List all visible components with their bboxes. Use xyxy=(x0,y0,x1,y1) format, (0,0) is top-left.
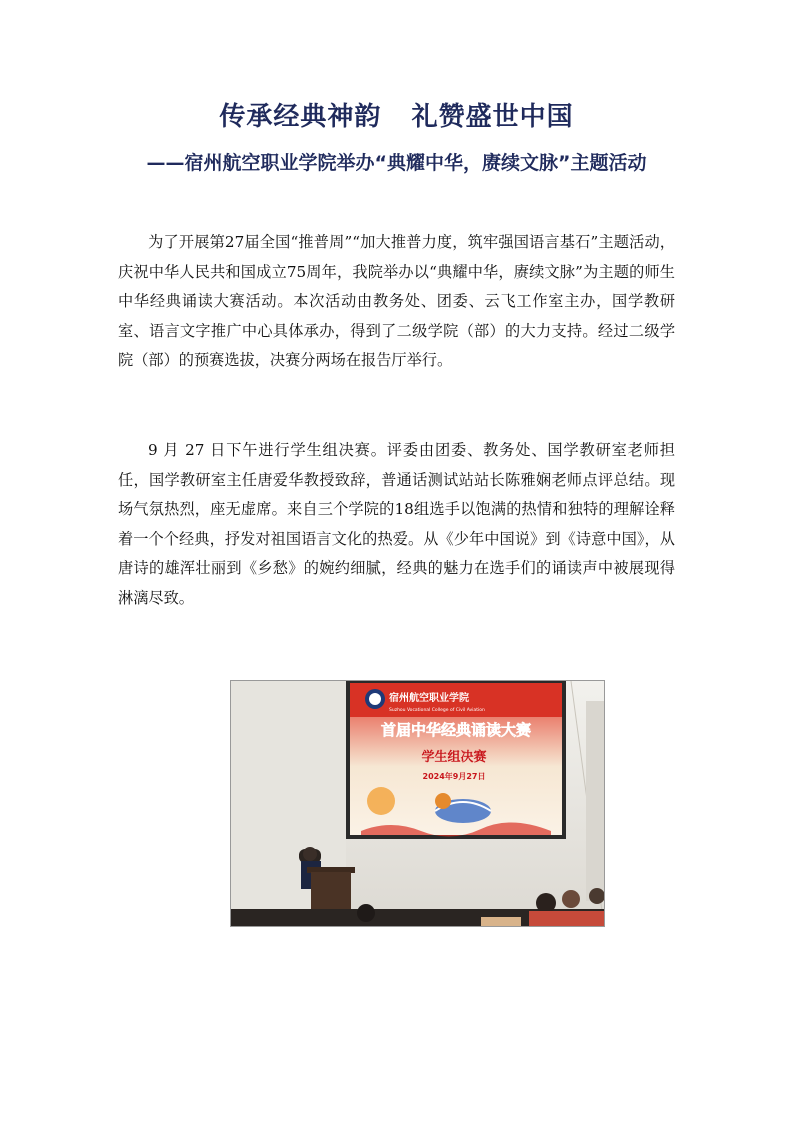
paragraph-2-text: 9 月 27 日下午进行学生组决赛。评委由团委、教务处、国学教研室老师担任，国学教研室主任唐爱华教授致辞，普通话测试站站长陈雅娴老师点评总结。现场气氛热烈，座无虚席。来自三个学院的18组选手以饱满的热情和独特的理解诠释着一个个经典，抒发对祖国语言文化的热爱。从《少年中国说》到《诗意中国》，从唐诗的雄浑壮丽到《乡愁》的婉约细腻，经典的魅力在选手们的诵读声中被展现得淋漓尽致。 xyxy=(118,441,675,607)
audience-seats xyxy=(529,911,604,926)
audience-head xyxy=(562,890,580,908)
paragraph-1-text: 为了开展第27届全国“推普周”“加大推普力度，筑牢强国语言基石”主题活动，庆祝中华人民共和国成立75周年，我院举办以“典耀中华，赓续文脉”为主题的师生中华经典诵读大赛活动。本次活动由教务处、团委、云飞工作室主办，国学教研室、语言文字推广中心具体承办，得到了二级学院（部）的大力支持。经过二级学院（部）的预赛选拔，决赛分两场在报告厅举行。 xyxy=(118,233,675,369)
paragraph-1 xyxy=(118,228,675,376)
event-title: 首届中华经典诵读大赛 xyxy=(380,721,532,739)
event-date: 2024年9月27日 xyxy=(422,772,486,781)
paragraph-2 xyxy=(118,436,675,613)
decorative-emblem-icon xyxy=(435,793,451,809)
decorative-sun-icon xyxy=(367,787,395,815)
round-title: 学生组决赛 xyxy=(421,750,487,765)
right-wall-panel xyxy=(586,701,604,901)
school-name: 宿州航空职业学院 xyxy=(389,693,469,704)
audience-head xyxy=(536,893,556,913)
audience-head xyxy=(357,904,375,922)
school-name-en: Suzhou Vocational College of Civil Aviation xyxy=(389,708,485,713)
page-subtitle: ——宿州航空职业学院举办“典耀中华，赓续文脉”主题活动 xyxy=(146,152,647,174)
event-photo xyxy=(230,680,605,927)
page-title: 传承经典神韵 礼赞盛世中国 xyxy=(219,102,574,132)
